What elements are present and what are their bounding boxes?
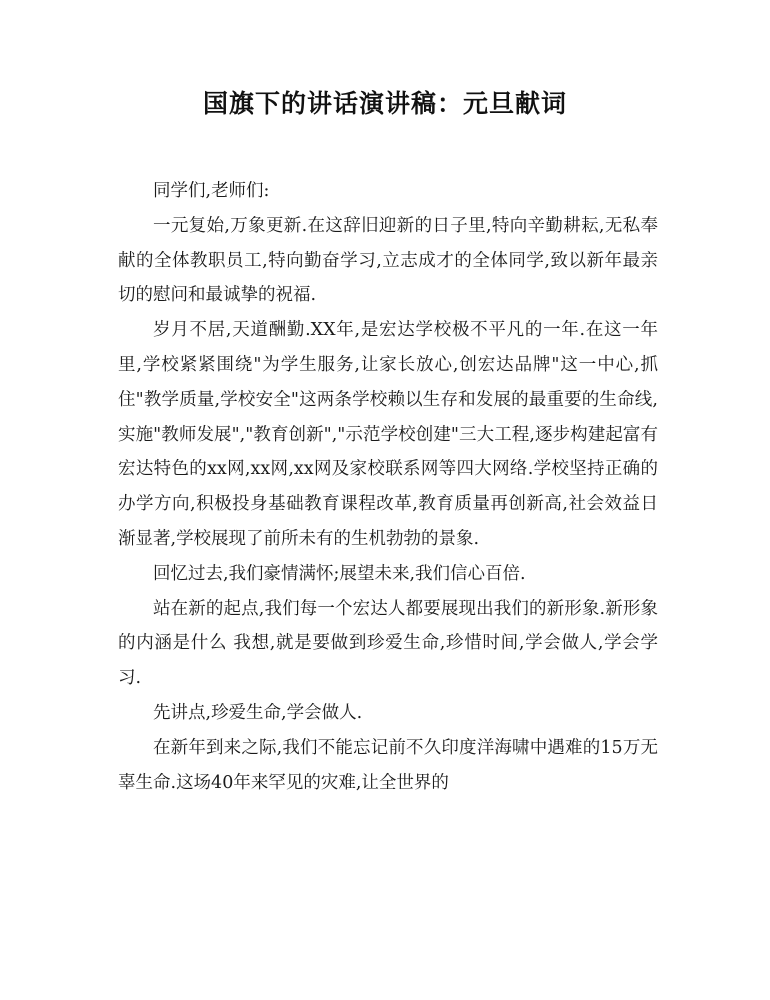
paragraph-tsunami: 在新年到来之际,我们不能忘记前不久印度洋海啸中遇难的15万无辜生命.这场40年来罕见的灾难,让全世界的 <box>118 737 658 793</box>
document-body <box>118 174 658 800</box>
paragraph-first-point: 先讲点,珍爱生命,学会做人. <box>153 702 363 723</box>
document-title: 国旗下的讲话演讲稿：元旦献词 <box>202 89 567 118</box>
paragraph-greeting: 同学们,老师们: <box>153 181 270 201</box>
paragraph-past-future: 回忆过去,我们豪情满怀;展望未来,我们信心百倍. <box>153 563 526 584</box>
paragraph-new-year-wishes: 一元复始,万象更新.在这辞旧迎新的日子里,特向辛勤耕耘,无私奉献的全体教职员工,特向勤奋学习,立志成才的全体同学,致以新年最亲切的慰问和最诚挚的祝福. <box>118 215 658 306</box>
paragraph-new-image: 站在新的起点,我们每一个宏达人都要展现出我们的新形象.新形象的内涵是什么 我想,就是要做到珍爱生命,珍惜时间,学会做人,学会学习. <box>118 598 658 689</box>
paragraph-year-review: 岁月不居,天道酬勤.XX年,是宏达学校极不平凡的一年.在这一年里,学校紧紧围绕"为学生服务,让家长放心,创宏达品牌"这一中心,抓住"教学质量,学校安全"这两条学校赖以生存和发展的最重要的生命线,实施"教师发展","教育创新","示范学校创建"三大工程,逐步构建起富有宏达特色的xx网,xx网,xx网及家校联系网等四大网络.学校坚持正确的办学方向,积极投身基础教育课程改革,教育质量再创新高,社会效益日渐显著,学校展现了前所未有的生机勃勃的景象. <box>118 320 658 549</box>
